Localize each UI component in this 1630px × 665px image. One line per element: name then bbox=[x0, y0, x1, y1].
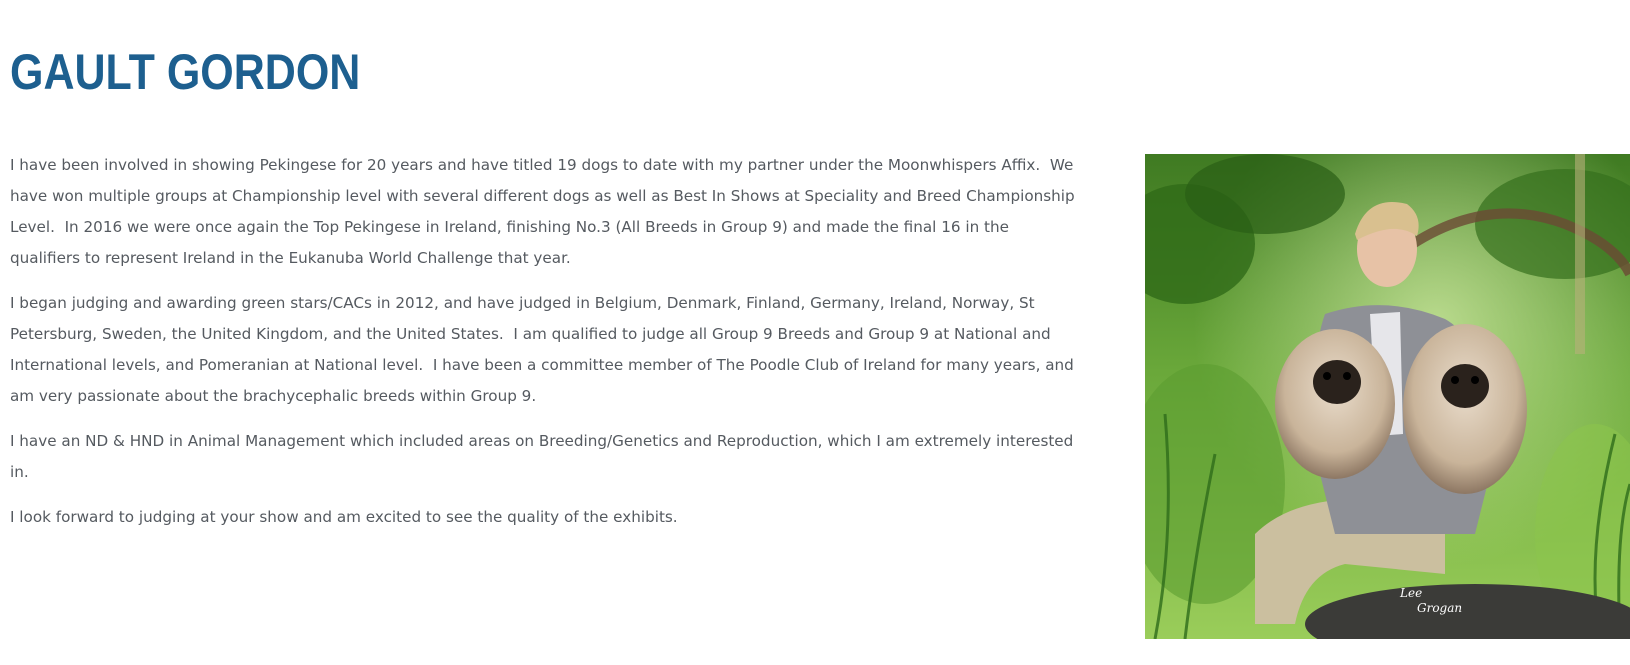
bio-paragraph-3: I have an ND & HND in Animal Management which included areas on Breeding/Genetics and Reproduction, which I am extremely interested in. bbox=[10, 432, 1079, 481]
bio-paragraph-2: I began judging and awarding green stars/CACs in 2012, and have judged in Belgium, Denmark, Finland, Germany, Ireland, Norway, St Petersburg, Sweden, the United Kingdom, and the United States. I am qualified to judge all Group 9 Breeds and Group 9 at National and International levels, and Pomeranian at National level. I have been a committee member of The Poodle Club of Ireland for many years, and am very passionate about the brachycephalic breeds within Group 9. bbox=[10, 294, 1079, 405]
judge-photo-illustration bbox=[1145, 154, 1630, 639]
bio-paragraph-4: I look forward to judging at your show and am excited to see the quality of the exhibits. bbox=[10, 508, 678, 526]
photo-signature-line1: Lee bbox=[1400, 586, 1423, 600]
judge-photo bbox=[1145, 154, 1630, 639]
bio-paragraph-1: I have been involved in showing Pekingese for 20 years and have titled 19 dogs to date with my partner under the Moonwhispers Affix. We have won multiple groups at Championship level with several different dogs as well as Best In Shows at Speciality and Breed Championship Level. In 2016 we were once again the Top Pekingese in Ireland, finishing No.3 (All Breeds in Group 9) and made the final 16 in the qualifiers to represent Ireland in the Eukanuba World Challenge that year. bbox=[10, 156, 1080, 267]
page-title: GAULT GORDON bbox=[10, 44, 361, 100]
bio-text bbox=[10, 150, 1080, 547]
photo-signature-line2: Grogan bbox=[1417, 601, 1463, 615]
